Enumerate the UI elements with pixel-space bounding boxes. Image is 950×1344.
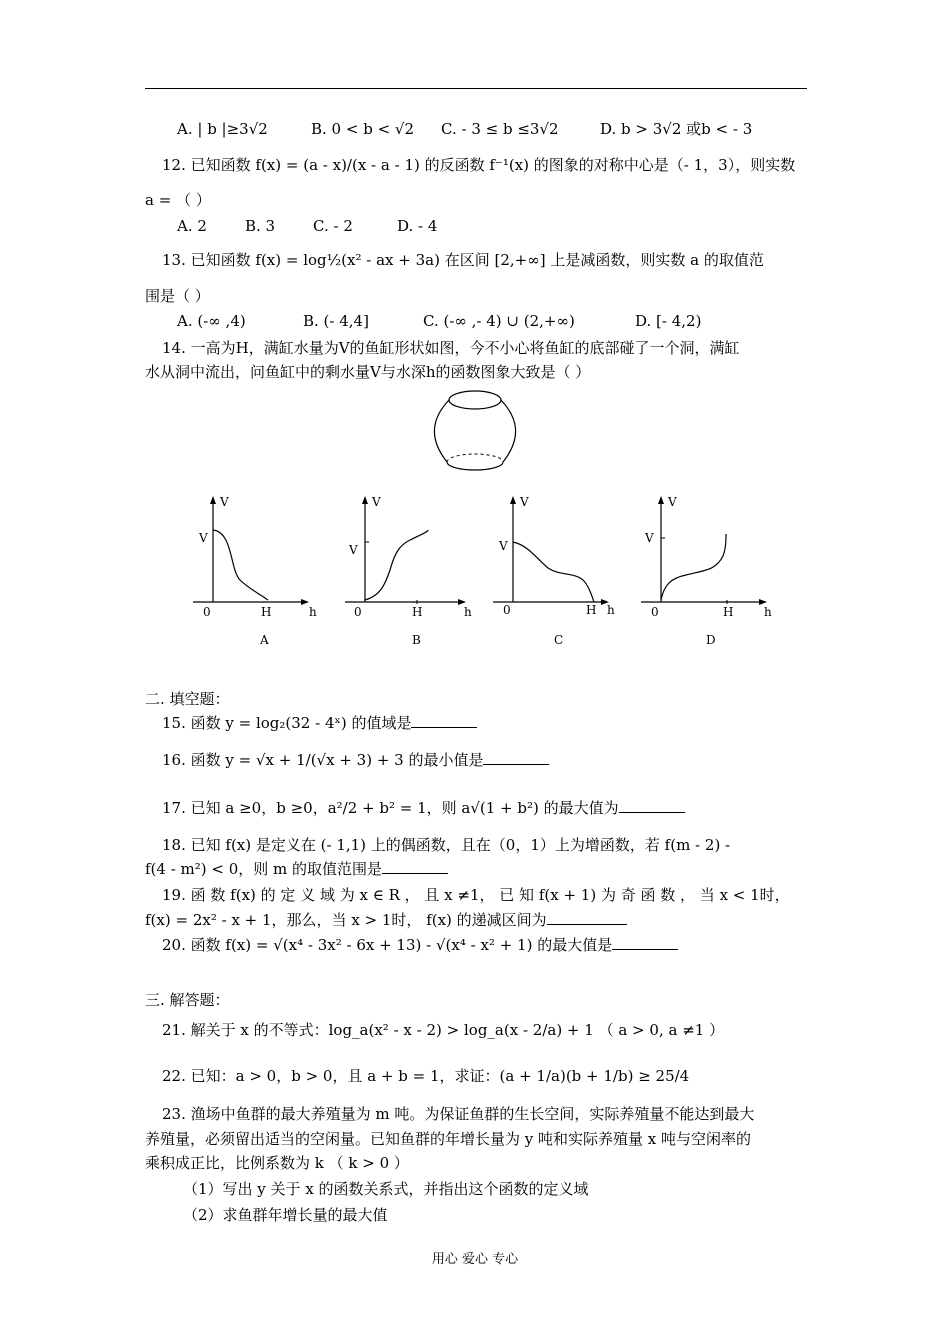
tank-top-rim bbox=[449, 391, 501, 409]
tank-left-side bbox=[434, 400, 449, 462]
graph-b-axis-y-label: V bbox=[372, 495, 381, 509]
graph-d-v-mark: V bbox=[645, 531, 654, 545]
graph-b-origin: 0 bbox=[354, 605, 362, 619]
q23-line3: 乘积成正比，比例系数为 k （ k > 0 ） bbox=[145, 1154, 409, 1172]
graph-d-axis-x-label: h bbox=[764, 605, 772, 619]
graph-c-label: C bbox=[554, 633, 564, 647]
tank-right-side bbox=[501, 400, 516, 462]
graph-c-y-arrow bbox=[510, 496, 516, 504]
q20-text: 20. 函数 f(x) = √(x⁴ - 3x² - 6x + 13) - √(x⁴ - x² + 1) 的最大值是 bbox=[162, 936, 613, 954]
q15 bbox=[162, 713, 824, 733]
header-rule bbox=[145, 88, 807, 89]
q17-blank bbox=[619, 798, 685, 813]
q18-blank bbox=[382, 859, 448, 874]
graph-a bbox=[188, 490, 328, 650]
q19-blank bbox=[547, 910, 627, 925]
graph-d-origin: 0 bbox=[651, 605, 659, 619]
q13-option-c: C. (-∞ ,- 4) ∪ (2,+∞) bbox=[423, 312, 575, 330]
q12-line2: a = （ ） bbox=[145, 191, 211, 209]
graph-c bbox=[488, 490, 628, 650]
q21: 21. 解关于 x 的不等式：log_a(x² - x - 2) > log_a(x - 2/a) + 1 （ a > 0, a ≠1 ） bbox=[162, 1021, 725, 1039]
fish-tank-figure bbox=[420, 388, 530, 488]
q17-text: 17. 已知 a ≥0，b ≥0，a²/2 + b² = 1，则 a√(1 + b²) 的最大值为 bbox=[162, 799, 619, 817]
q23-part2: （2）求鱼群年增长量的最大值 bbox=[183, 1206, 388, 1224]
section2-title: 二. 填空题： bbox=[145, 690, 230, 708]
graph-d bbox=[636, 490, 776, 650]
q11-option-b: B. 0 < b < √2 bbox=[311, 120, 415, 138]
graph-c-axis-y-label: V bbox=[520, 495, 529, 509]
q13-option-a: A. (-∞ ,4) bbox=[177, 312, 246, 330]
graph-a-label: A bbox=[260, 633, 269, 647]
graph-c-h-mark: H bbox=[586, 603, 597, 617]
graph-c-axis-x-label: h bbox=[607, 603, 615, 617]
q20-blank bbox=[612, 935, 678, 950]
graph-c-v-mark: V bbox=[499, 539, 508, 553]
graph-a-curve bbox=[213, 530, 268, 600]
q13-option-d: D. [- 4,2) bbox=[635, 312, 702, 330]
q15-blank bbox=[411, 713, 477, 728]
q19-line1: 19. 函 数 f(x) 的 定 义 域 为 x ∈ R ， 且 x ≠1， 已 知 f(x + 1) 为 奇 函 数 ， 当 x < 1时， bbox=[162, 886, 790, 904]
tank-bottom-back bbox=[447, 454, 503, 462]
q22: 22. 已知：a > 0，b > 0，且 a + b = 1，求证：(a + 1/a)(b + 1/b) ≥ 25/4 bbox=[162, 1067, 690, 1085]
graph-d-h-mark: H bbox=[723, 605, 734, 619]
q13-line1: 13. 已知函数 f(x) = log½(x² - ax + 3a) 在区间 [2,+∞] 上是减函数，则实数 a 的取值范 bbox=[162, 251, 764, 269]
section3-title: 三. 解答题： bbox=[145, 991, 230, 1009]
graph-d-axis-y-label: V bbox=[668, 495, 677, 509]
q20 bbox=[162, 935, 824, 955]
q14-line1: 14. 一高为H，满缸水量为V的鱼缸形状如图，今不小心将鱼缸的底部碰了一个洞，满缸 bbox=[162, 339, 740, 357]
graph-a-h-mark: H bbox=[261, 605, 272, 619]
graph-a-x-arrow bbox=[301, 599, 309, 605]
q23-line2: 养殖量，必须留出适当的空闲量。已知鱼群的年增长量为 y 吨和实际养殖量 x 吨与空闲率的 bbox=[145, 1130, 752, 1148]
graph-b-y-arrow bbox=[362, 496, 368, 504]
q16 bbox=[162, 750, 824, 770]
q12-option-a: A. 2 bbox=[177, 217, 207, 235]
graph-c-origin: 0 bbox=[503, 603, 511, 617]
page-footer: 用心 爱心 专心 bbox=[431, 1252, 519, 1267]
graph-d-curve bbox=[661, 534, 726, 600]
graph-b-v-mark: V bbox=[349, 543, 358, 557]
q12-option-d: D. - 4 bbox=[397, 217, 438, 235]
graph-b-label: B bbox=[412, 633, 421, 647]
q12-line1: 12. 已知函数 f(x) = (a - x)/(x - a - 1) 的反函数 f⁻¹(x) 的图象的对称中心是（- 1，3），则实数 bbox=[162, 156, 796, 174]
q15-text: 15. 函数 y = log₂(32 - 4ˣ) 的值域是 bbox=[162, 714, 412, 732]
q19-line2 bbox=[145, 910, 807, 930]
q18-text: f(4 - m²) < 0，则 m 的取值范围是 bbox=[145, 860, 383, 878]
q11-option-c: C. - 3 ≤ b ≤3√2 bbox=[441, 120, 559, 138]
graph-b-axis-x-label: h bbox=[464, 605, 472, 619]
q11-option-d: D. b > 3√2 或b < - 3 bbox=[600, 120, 753, 138]
graph-b-h-mark: H bbox=[412, 605, 423, 619]
graph-b bbox=[340, 490, 480, 650]
q23-part1: （1）写出 y 关于 x 的函数关系式，并指出这个函数的定义域 bbox=[183, 1180, 589, 1198]
q13-option-b: B. (- 4,4] bbox=[303, 312, 369, 330]
q12-option-b: B. 3 bbox=[245, 217, 276, 235]
q18-line1: 18. 已知 f(x) 是定义在 (- 1,1) 上的偶函数，且在（0，1）上为增函数，若 f(m - 2) - bbox=[162, 836, 731, 854]
q17 bbox=[162, 798, 824, 818]
graph-c-curve bbox=[513, 542, 594, 602]
graph-b-curve bbox=[365, 530, 428, 600]
graph-a-y-arrow bbox=[210, 496, 216, 504]
q23-line1: 23. 渔场中鱼群的最大养殖量为 m 吨。为保证鱼群的生长空间，实际养殖量不能达到最大 bbox=[162, 1105, 755, 1123]
graph-a-origin: 0 bbox=[203, 605, 211, 619]
q12-option-c: C. - 2 bbox=[313, 217, 353, 235]
q11-option-a: A. | b |≥3√2 bbox=[177, 120, 268, 138]
graph-a-v-mark: V bbox=[199, 531, 208, 545]
q19-text: f(x) = 2x² - x + 1，那么，当 x > 1时， f(x) 的递减区间为 bbox=[145, 911, 547, 929]
graph-d-y-arrow bbox=[658, 496, 664, 504]
q16-text: 16. 函数 y = √x + 1/(√x + 3) + 3 的最小值是 bbox=[162, 751, 484, 769]
q16-blank bbox=[483, 750, 549, 765]
q13-line2: 围是（ ） bbox=[145, 287, 210, 305]
q14-line2: 水从洞中流出，问鱼缸中的剩水量V与水深h的函数图象大致是（ ） bbox=[145, 363, 591, 381]
q18-line2 bbox=[145, 859, 807, 879]
graph-d-label: D bbox=[706, 633, 716, 647]
tank-bottom-front bbox=[447, 462, 503, 470]
graph-a-axis-y-label: V bbox=[220, 495, 229, 509]
graph-a-axis-x-label: h bbox=[309, 605, 317, 619]
